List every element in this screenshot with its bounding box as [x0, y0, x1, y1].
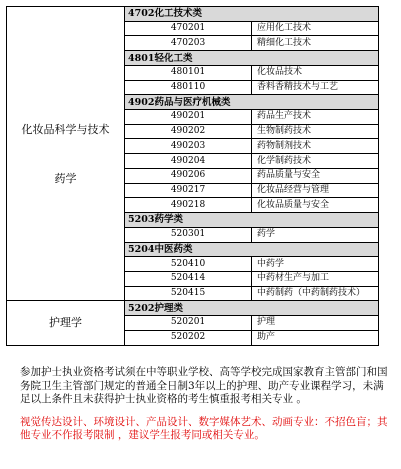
program-name: 化妆品质量与安全: [252, 198, 379, 213]
program-name: 精细化工技术: [252, 36, 379, 51]
program-name: 中药材生产与加工: [252, 271, 379, 286]
program-code: 470201: [125, 21, 252, 36]
program-name: 药品质量与安全: [252, 168, 379, 183]
category-header: 4702化工技术类: [125, 7, 379, 22]
major-name: 药学: [54, 171, 77, 185]
program-code: 490206: [125, 168, 252, 183]
category-header: 5202护理类: [125, 301, 379, 316]
major-spacer: [7, 137, 124, 171]
category-header: 4902药品与医疗机械类: [125, 95, 379, 110]
program-code: 480110: [125, 80, 252, 95]
notes-section: [20, 366, 392, 443]
program-code: 490203: [125, 139, 252, 154]
program-code: 490204: [125, 154, 252, 169]
program-name: 化学制药技术: [252, 154, 379, 169]
program-name: 药物制剂技术: [252, 139, 379, 154]
program-code: 520414: [125, 271, 252, 286]
program-name: 药品生产技术: [252, 110, 379, 125]
program-code: 480101: [125, 65, 252, 80]
program-code: 490202: [125, 124, 252, 139]
major-cell: [7, 7, 125, 301]
program-name: 应用化工技术: [252, 21, 379, 36]
program-table: [6, 6, 379, 346]
program-code: 520201: [125, 316, 252, 331]
major-cell: [7, 301, 125, 345]
category-header: 5203药学类: [125, 213, 379, 228]
category-row: [7, 301, 379, 316]
category-header: 4801轻化工类: [125, 51, 379, 66]
category-row: [7, 7, 379, 22]
program-code: 520301: [125, 227, 252, 242]
program-code: 470203: [125, 36, 252, 51]
program-code: 520410: [125, 257, 252, 272]
program-name: 助产: [252, 330, 379, 345]
restriction-note: 视觉传达设计、环境设计、产品设计、数字媒体艺术、动画专业：不招色盲；其他专业不作报考限制 ，建议学生报考同或相关专业。: [20, 415, 388, 441]
program-code: 520415: [125, 286, 252, 301]
major-name: 化妆品科学与技术: [21, 122, 110, 136]
program-code: 490201: [125, 110, 252, 125]
program-code: 490218: [125, 198, 252, 213]
nursing-note: 参加护士执业资格考试须在中等职业学校、高等学校完成国家教育主管部门和国务院卫生主管部门规定的普通全日制3年以上的护理、助产专业课程学习，未满足以上条件且未获得护士执业资格的考生慎重报考相关专业 。: [20, 366, 388, 405]
program-code: 490217: [125, 183, 252, 198]
program-name: 化妆品技术: [252, 65, 379, 80]
program-name: 中药学: [252, 257, 379, 272]
program-name: 护理: [252, 316, 379, 331]
program-name: 生物制药技术: [252, 124, 379, 139]
program-name: 药学: [252, 227, 379, 242]
program-name: 香料香精技术与工艺: [252, 80, 379, 95]
category-header: 5204中医药类: [125, 242, 379, 257]
program-name: 中药制药（中药制药技术）: [252, 286, 379, 301]
program-code: 520202: [125, 330, 252, 345]
major-name: 护理学: [49, 316, 82, 330]
program-name: 化妆品经营与管理: [252, 183, 379, 198]
